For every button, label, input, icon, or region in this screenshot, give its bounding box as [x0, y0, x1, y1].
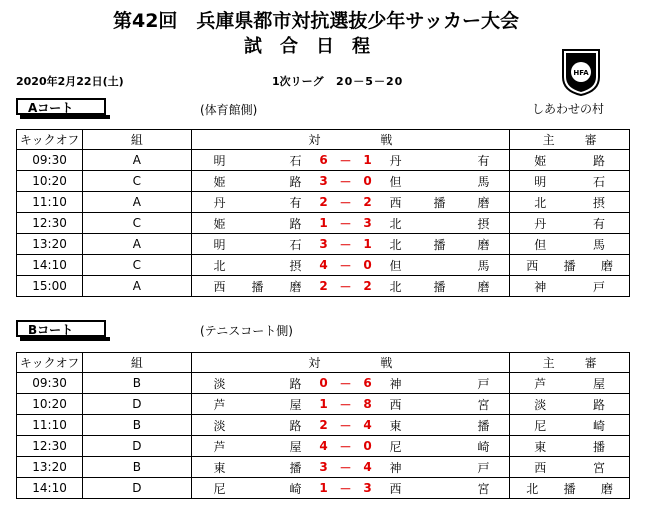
- match-cell: [191, 457, 510, 478]
- schedule-heading: 試合日程: [244, 36, 388, 57]
- away-team: 尼 崎: [389, 439, 490, 454]
- away-team: 但 馬: [389, 174, 490, 189]
- match-cell: [191, 276, 510, 297]
- group-cell: A: [83, 150, 191, 171]
- away-score: 1: [363, 237, 372, 251]
- kickoff-header: キックオフ: [17, 130, 83, 150]
- home-score: 0: [319, 376, 328, 390]
- court-b-label: Bコート: [16, 320, 106, 337]
- kickoff-time: 13:20: [17, 234, 83, 255]
- away-score: 4: [363, 418, 372, 432]
- referee-cell: [510, 150, 630, 171]
- match-cell: [191, 213, 510, 234]
- score-separator: －: [339, 237, 352, 252]
- group-cell: B: [83, 415, 191, 436]
- league-label: 1次リーグ: [272, 75, 324, 88]
- group-cell: A: [83, 234, 191, 255]
- away-team: 但 馬: [389, 258, 490, 273]
- referee-team: 淡 路: [534, 397, 605, 412]
- away-team: 西 宮: [389, 481, 490, 496]
- group-header: 組: [83, 130, 191, 150]
- home-score: 3: [319, 174, 328, 188]
- home-score: 1: [319, 397, 328, 411]
- group-cell: A: [83, 192, 191, 213]
- referee-cell: [510, 457, 630, 478]
- away-team: 西 播 磨: [389, 195, 490, 210]
- home-team: 明 石: [213, 153, 302, 168]
- kickoff-time: 11:10: [17, 415, 83, 436]
- referee-cell: [510, 255, 630, 276]
- home-team: 姫 路: [213, 174, 302, 189]
- away-score: 3: [363, 216, 372, 230]
- match-cell: [191, 436, 510, 457]
- referee-team: 西 宮: [534, 460, 605, 475]
- score-separator: －: [339, 481, 352, 496]
- table-row: [17, 478, 630, 499]
- table-row: [17, 436, 630, 457]
- kickoff-time: 12:30: [17, 213, 83, 234]
- away-score: 3: [363, 481, 372, 495]
- match-cell: [191, 192, 510, 213]
- court-a-side: (体育館側): [200, 103, 258, 117]
- kickoff-time: 10:20: [17, 394, 83, 415]
- home-score: 6: [319, 153, 328, 167]
- home-score: 1: [319, 481, 328, 495]
- referee-team: 尼 崎: [534, 418, 605, 433]
- away-team: 東 播: [389, 418, 490, 433]
- group-cell: D: [83, 436, 191, 457]
- away-score: 4: [363, 460, 372, 474]
- court-a-schedule-table: [16, 129, 630, 297]
- match-cell: [191, 150, 510, 171]
- home-team: 芦 屋: [213, 397, 302, 412]
- kickoff-time: 11:10: [17, 192, 83, 213]
- referee-cell: [510, 276, 630, 297]
- hfa-logo-icon: [560, 47, 602, 97]
- home-team: 西 播 磨: [213, 279, 302, 294]
- home-score: 2: [319, 418, 328, 432]
- away-score: 0: [363, 258, 372, 272]
- referee-cell: [510, 478, 630, 499]
- referee-team: 明 石: [534, 174, 605, 189]
- away-team: 神 戸: [389, 376, 490, 391]
- group-cell: C: [83, 213, 191, 234]
- home-team: 淡 路: [213, 376, 302, 391]
- away-score: 6: [363, 376, 372, 390]
- referee-header: 主 審: [510, 353, 630, 373]
- match-format: 20－5－20: [336, 75, 404, 88]
- away-score: 2: [363, 195, 372, 209]
- away-team: 北 播 磨: [389, 279, 490, 294]
- referee-team: 神 戸: [534, 279, 605, 294]
- referee-cell: [510, 373, 630, 394]
- group-cell: C: [83, 255, 191, 276]
- score-separator: －: [339, 216, 352, 231]
- table-row: [17, 276, 630, 297]
- home-score: 4: [319, 439, 328, 453]
- group-cell: A: [83, 276, 191, 297]
- referee-cell: [510, 234, 630, 255]
- referee-cell: [510, 394, 630, 415]
- score-separator: －: [339, 174, 352, 189]
- referee-team: 北 播 磨: [526, 481, 613, 496]
- table-row: [17, 192, 630, 213]
- kickoff-header: キックオフ: [17, 353, 83, 373]
- away-score: 2: [363, 279, 372, 293]
- table-row: [17, 171, 630, 192]
- group-cell: D: [83, 394, 191, 415]
- referee-team: 西 播 磨: [526, 258, 613, 273]
- match-header: 対 戦: [191, 353, 510, 373]
- table-row: [17, 234, 630, 255]
- home-team: 北 摂: [213, 258, 302, 273]
- score-separator: －: [339, 153, 352, 168]
- referee-header: 主 審: [510, 130, 630, 150]
- match-cell: [191, 415, 510, 436]
- score-separator: －: [339, 460, 352, 475]
- table-row: [17, 457, 630, 478]
- table-header-row: [17, 353, 630, 373]
- kickoff-time: 15:00: [17, 276, 83, 297]
- kickoff-time: 14:10: [17, 255, 83, 276]
- table-header-row: [17, 130, 630, 150]
- away-score: 8: [363, 397, 372, 411]
- score-separator: －: [339, 439, 352, 454]
- referee-team: 丹 有: [534, 216, 605, 231]
- score-separator: －: [339, 279, 352, 294]
- referee-team: 北 摂: [534, 195, 605, 210]
- away-team: 北 播 磨: [389, 237, 490, 252]
- home-team: 東 播: [213, 460, 302, 475]
- match-date: 2020年2月22日(土): [16, 75, 124, 88]
- referee-team: 姫 路: [534, 153, 605, 168]
- away-team: 北 摂: [389, 216, 490, 231]
- tournament-title: 第42回 兵庫県都市対抗選抜少年サッカー大会: [112, 10, 520, 32]
- referee-cell: [510, 415, 630, 436]
- venue-name: しあわせの村: [532, 102, 605, 116]
- score-separator: －: [339, 397, 352, 412]
- court-b-schedule-table: [16, 352, 630, 499]
- away-team: 丹 有: [389, 153, 490, 168]
- away-team: 西 宮: [389, 397, 490, 412]
- score-separator: －: [339, 376, 352, 391]
- match-cell: [191, 373, 510, 394]
- home-team: 丹 有: [213, 195, 302, 210]
- score-separator: －: [339, 258, 352, 273]
- kickoff-time: 13:20: [17, 457, 83, 478]
- referee-cell: [510, 436, 630, 457]
- kickoff-time: 12:30: [17, 436, 83, 457]
- home-score: 4: [319, 258, 328, 272]
- home-score: 2: [319, 195, 328, 209]
- kickoff-time: 09:30: [17, 373, 83, 394]
- table-row: [17, 373, 630, 394]
- group-cell: B: [83, 373, 191, 394]
- match-cell: [191, 234, 510, 255]
- away-score: 1: [363, 153, 372, 167]
- kickoff-time: 09:30: [17, 150, 83, 171]
- table-row: [17, 213, 630, 234]
- match-cell: [191, 394, 510, 415]
- match-cell: [191, 171, 510, 192]
- home-score: 3: [319, 237, 328, 251]
- logo-text: HFA: [573, 69, 589, 77]
- home-team: 尼 崎: [213, 481, 302, 496]
- home-score: 2: [319, 279, 328, 293]
- home-team: 芦 屋: [213, 439, 302, 454]
- away-team: 神 戸: [389, 460, 490, 475]
- group-cell: D: [83, 478, 191, 499]
- kickoff-time: 10:20: [17, 171, 83, 192]
- away-score: 0: [363, 174, 372, 188]
- referee-team: 但 馬: [534, 237, 605, 252]
- table-row: [17, 394, 630, 415]
- table-row: [17, 415, 630, 436]
- referee-team: 芦 屋: [534, 376, 605, 391]
- match-cell: [191, 478, 510, 499]
- court-b-side: (テニスコート側): [200, 324, 293, 338]
- referee-team: 東 播: [534, 439, 605, 454]
- group-header: 組: [83, 353, 191, 373]
- referee-cell: [510, 171, 630, 192]
- referee-cell: [510, 213, 630, 234]
- home-score: 3: [319, 460, 328, 474]
- score-separator: －: [339, 195, 352, 210]
- match-cell: [191, 255, 510, 276]
- home-score: 1: [319, 216, 328, 230]
- match-header: 対 戦: [191, 130, 510, 150]
- table-row: [17, 255, 630, 276]
- group-cell: B: [83, 457, 191, 478]
- home-team: 明 石: [213, 237, 302, 252]
- table-row: [17, 150, 630, 171]
- referee-cell: [510, 192, 630, 213]
- kickoff-time: 14:10: [17, 478, 83, 499]
- home-team: 姫 路: [213, 216, 302, 231]
- court-a-label: Aコート: [16, 98, 106, 115]
- away-score: 0: [363, 439, 372, 453]
- score-separator: －: [339, 418, 352, 433]
- group-cell: C: [83, 171, 191, 192]
- home-team: 淡 路: [213, 418, 302, 433]
